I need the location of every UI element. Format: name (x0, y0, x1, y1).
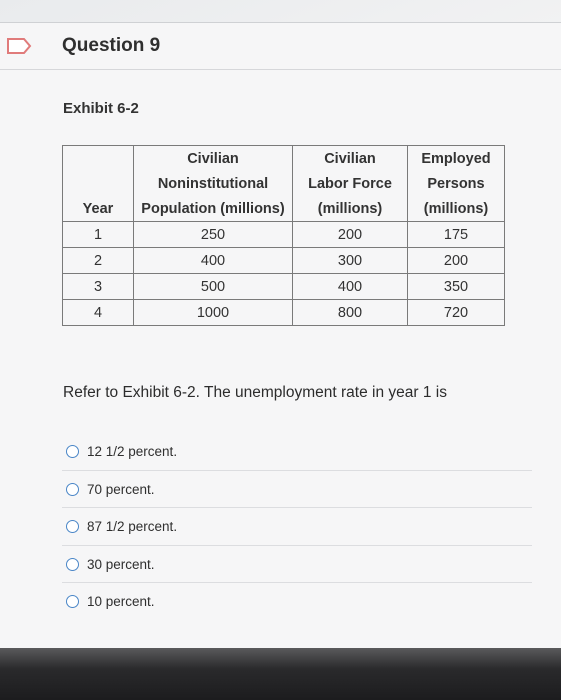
bookmark-flag-icon[interactable] (6, 37, 32, 55)
table-header-cell: Employed (408, 146, 505, 172)
table-cell: 175 (408, 222, 505, 248)
screen-bezel (0, 648, 561, 700)
exhibit-table (62, 145, 505, 326)
table-cell: 800 (293, 300, 408, 326)
table-cell: 400 (293, 274, 408, 300)
table-cell: 1 (63, 222, 134, 248)
table-header-cell: (millions) (408, 196, 505, 222)
table-header-cell: Noninstitutional (134, 171, 293, 196)
radio-unchecked-icon[interactable] (66, 558, 79, 571)
answer-option[interactable] (62, 433, 532, 471)
radio-unchecked-icon[interactable] (66, 520, 79, 533)
answer-option[interactable] (62, 471, 532, 509)
table-cell: 350 (408, 274, 505, 300)
table-cell: 1000 (134, 300, 293, 326)
question-card (0, 22, 561, 649)
answer-option[interactable] (62, 583, 532, 621)
question-prompt: Refer to Exhibit 6-2. The unemployment rate in year 1 is (63, 384, 447, 401)
table-header-row (63, 196, 505, 222)
answer-option[interactable] (62, 546, 532, 584)
answer-option-label: 87 1/2 percent. (87, 519, 178, 535)
table-cell: 720 (408, 300, 505, 326)
answer-option-label: 70 percent. (87, 481, 155, 497)
table-cell: 500 (134, 274, 293, 300)
table-cell: 400 (134, 248, 293, 274)
question-title: Question 9 (62, 35, 161, 56)
radio-unchecked-icon[interactable] (66, 483, 79, 496)
table-header-cell: Labor Force (293, 171, 408, 196)
table-cell: 200 (408, 248, 505, 274)
table-header-cell: Year (63, 196, 134, 222)
table-header-cell: Civilian (134, 146, 293, 172)
table-header-cell (63, 146, 134, 172)
question-header (0, 23, 561, 70)
table-header-cell: Persons (408, 171, 505, 196)
table-header-cell: Civilian (293, 146, 408, 172)
answer-options (62, 433, 532, 621)
answer-option-label: 30 percent. (87, 556, 155, 572)
answer-option-label: 12 1/2 percent. (87, 444, 178, 460)
radio-unchecked-icon[interactable] (66, 445, 79, 458)
table-header-cell (63, 171, 134, 196)
radio-unchecked-icon[interactable] (66, 595, 79, 608)
table-cell: 300 (293, 248, 408, 274)
table-row (63, 222, 505, 248)
table-header-cell: Population (millions) (134, 196, 293, 222)
table-cell: 3 (63, 274, 134, 300)
table-cell: 200 (293, 222, 408, 248)
table-header-row (63, 171, 505, 196)
exhibit-label: Exhibit 6-2 (63, 100, 139, 117)
table-header-cell: (millions) (293, 196, 408, 222)
answer-option[interactable] (62, 508, 532, 546)
table-cell: 4 (63, 300, 134, 326)
table-row (63, 300, 505, 326)
table-cell: 250 (134, 222, 293, 248)
table-row (63, 274, 505, 300)
table-header-row (63, 146, 505, 172)
table-cell: 2 (63, 248, 134, 274)
table-row (63, 248, 505, 274)
answer-option-label: 10 percent. (87, 594, 155, 610)
